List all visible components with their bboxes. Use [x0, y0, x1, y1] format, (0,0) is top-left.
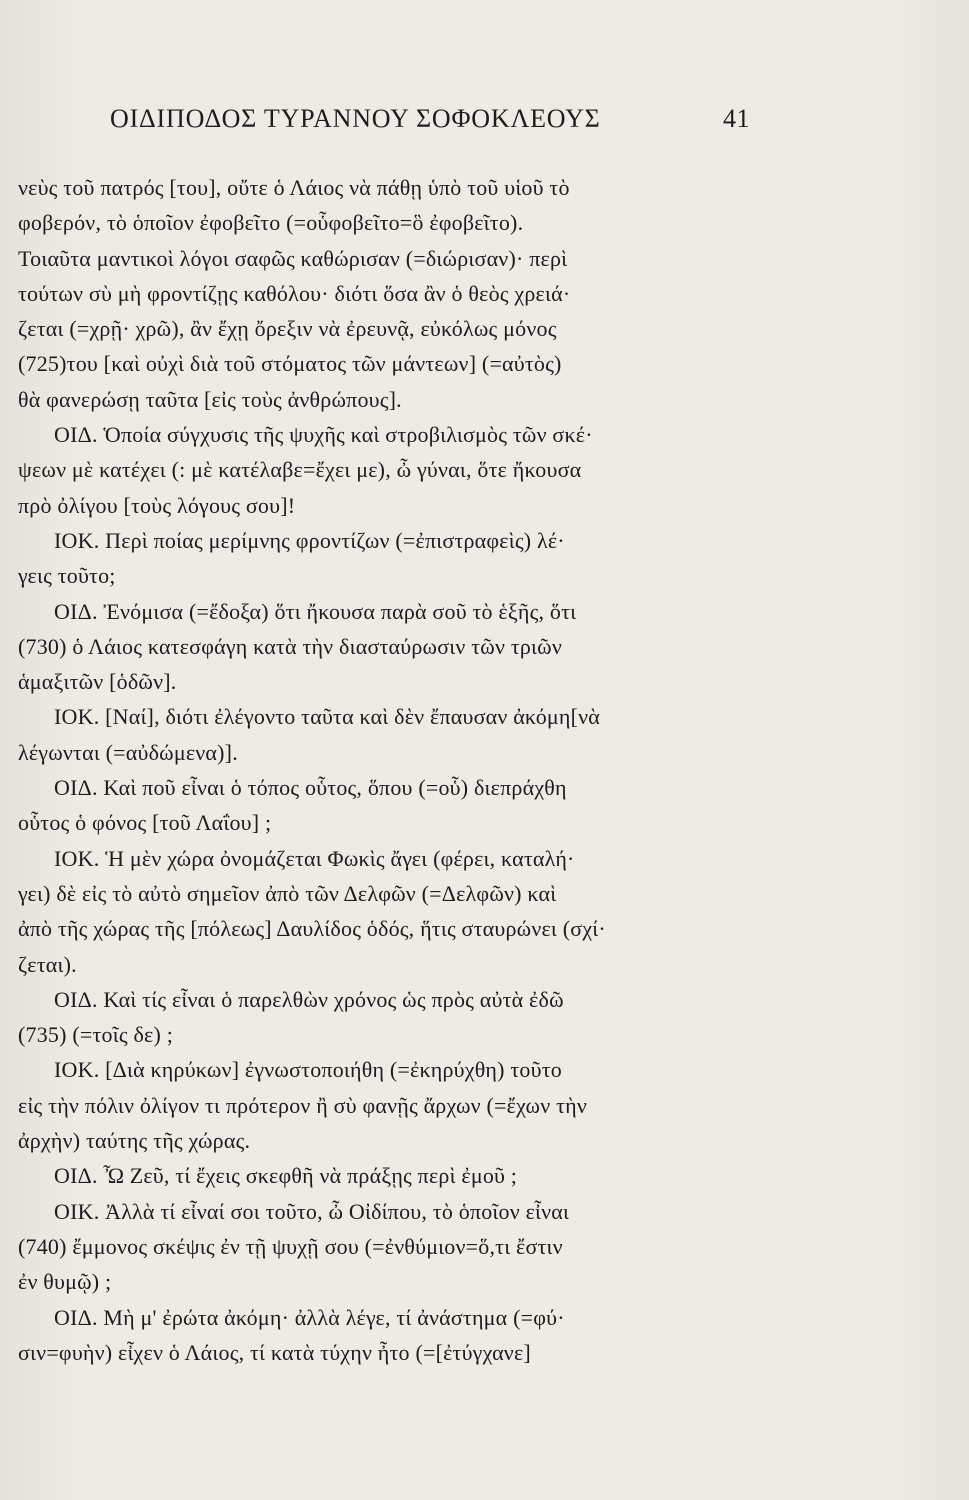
text-line: ἐν θυμῷ) ;: [18, 1269, 112, 1295]
text-line: γει) δὲ εἰς τὸ αὐτὸ σημεῖον ἀπὸ τῶν Δελφῶν (=Δελφῶν) καὶ: [18, 880, 557, 906]
text-line: ἁμαξιτῶν [ὁδῶν].: [18, 669, 177, 695]
text-line: ΙΟΚ. [Ναί], διότι ἐλέγοντο ταῦτα καὶ δὲν ἔπαυσαν ἀκόμη[νὰ: [54, 704, 601, 730]
text-line: σιν=φυὴν) εἶχεν ὁ Λάιος, τί κατὰ τύχην ἦτο (=[ἐτύγχανε]: [18, 1339, 531, 1365]
text-line: εἰς τὴν πόλιν ὀλίγον τι πρότερον ἢ σὺ φανῇς ἄρχων (=ἔχων τὴν: [18, 1092, 587, 1118]
text-line: (725)του [καὶ οὐχὶ διὰ τοῦ στόματος τῶν μάντεων] (=αὐτὸς): [18, 351, 562, 377]
text-line: ΙΟΚ. [Διὰ κηρύκων] ἐγνωστοποιήθη (=ἐκηρύχθη) τοῦτο: [54, 1057, 562, 1083]
text-line: ΟΙΔ. Μὴ μ' ἐρώτα ἀκόμη· ἀλλὰ λέγε, τί ἀνάστημα (=φύ·: [54, 1304, 565, 1330]
text-line: πρὸ ὀλίγου [τοὺς λόγους σου]!: [18, 492, 296, 518]
text-line: (740) ἔμμονος σκέψις ἐν τῇ ψυχῇ σου (=ἐνθύμιον=ὅ,τι ἔστιν: [18, 1233, 563, 1259]
text-line: θὰ φανερώσῃ ταῦτα [εἰς τοὺς ἀνθρώπους].: [18, 386, 402, 412]
text-line: ἀρχὴν) ταύτης τῆς χώρας.: [18, 1128, 251, 1154]
text-line: ζεται (=χρῇ· χρῶ), ἂν ἔχῃ ὄρεξιν νὰ ἐρευνᾷ, εὐκόλως μόνος: [18, 316, 557, 342]
text-line: (730) ὁ Λάιος κατεσφάγη κατὰ τὴν διασταύρωσιν τῶν τριῶν: [18, 633, 562, 659]
text-line: οὗτος ὁ φόνος [τοῦ Λαΐου] ;: [18, 810, 272, 836]
page-number: 41: [723, 104, 750, 133]
running-header: [110, 104, 750, 144]
running-title: ΟΙΔΙΠΟΔΟΣ ΤΥΡΑΝΝΟΥ ΣΟΦΟΚΛΕΟΥΣ: [110, 104, 601, 133]
text-line: τούτων σὺ μὴ φροντίζῃς καθόλου· διότι ὅσα ἂν ὁ θεὸς χρειά·: [18, 280, 571, 306]
text-line: γεις τοῦτο;: [18, 563, 116, 589]
text-line: ΟΙΔ. Ὦ Ζεῦ, τί ἔχεις σκεφθῆ νὰ πράξῃς περὶ ἐμοῦ ;: [54, 1163, 518, 1189]
text-line: λέγωνται (=αὐδώμενα)].: [18, 739, 238, 765]
text-line: ΟΙΔ. Καὶ τίς εἶναι ὁ παρελθὼν χρόνος ὡς πρὸς αὐτὰ ἐδῶ: [54, 986, 564, 1012]
text-line: φοβερόν, τὸ ὁποῖον ἐφοβεῖτο (=οὗφοβεῖτο=ὃ ἐφοβεῖτο).: [18, 210, 524, 236]
text-line: ΙΟΚ. Περὶ ποίας μερίμνης φροντίζων (=ἐπιστραφεὶς) λέ·: [54, 527, 565, 553]
text-line: ΙΟΚ. Ἡ μὲν χώρα ὀνομάζεται Φωκὶς ἄγει (φέρει, καταλή·: [54, 845, 575, 871]
text-line: ΟΙΔ. Ἐνόμισα (=ἔδοξα) ὅτι ἤκουσα παρὰ σοῦ τὸ ἑξῆς, ὅτι: [54, 598, 577, 624]
text-line: ζεται).: [18, 951, 77, 977]
text-line: νεὺς τοῦ πατρός [του], οὔτε ὁ Λάιος νὰ πάθῃ ὑπὸ τοῦ υἱοῦ τὸ: [18, 175, 570, 200]
text-line: ΟΙΔ. Ὁποία σύγχυσις τῆς ψυχῆς καὶ στροβιλισμὸς τῶν σκέ·: [54, 422, 593, 448]
text-line: (735) (=τοῖς δε) ;: [18, 1022, 174, 1048]
text-line: ἀπὸ τῆς χώρας τῆς [πόλεως] Δαυλίδος ὁδός, ἥτις σταυρώνει (σχί·: [18, 916, 606, 942]
text-line: Τοιαῦτα μαντικοὶ λόγοι σαφῶς καθώρισαν (=διώρισαν)· περὶ: [18, 245, 568, 271]
text-line: ΟΙΚ. Ἀλλὰ τί εἶναί σοι τοῦτο, ὦ Οἰδίπου, τὸ ὁποῖον εἶναι: [54, 1198, 570, 1224]
body-text: [18, 170, 778, 1370]
text-line: ψεων μὲ κατέχει (: μὲ κατέλαβε=ἔχει με), ὦ γύναι, ὅτε ἤκουσα: [18, 457, 582, 483]
text-line: ΟΙΔ. Καὶ ποῦ εἶναι ὁ τόπος οὗτος, ὅπου (=οὗ) διεπράχθη: [54, 775, 567, 801]
